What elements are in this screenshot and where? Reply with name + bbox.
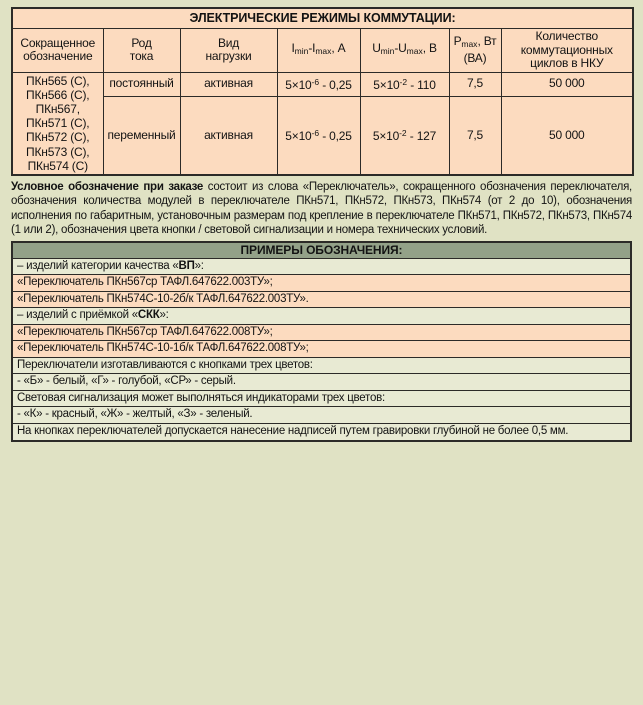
row-text: «Переключатель ПКн567ср ТАФЛ.647622.008ТУ»;	[17, 325, 273, 338]
ac-u-rest: - 127	[406, 129, 437, 143]
header-current-range	[277, 29, 360, 73]
example-row	[13, 424, 630, 441]
example-row	[13, 407, 630, 424]
u-unit: , В	[422, 41, 437, 55]
dc-current-range	[277, 72, 360, 96]
example-row	[13, 391, 630, 408]
dc-u-exponent: -2	[399, 76, 408, 87]
designation-item: ПКн574 (С)	[27, 158, 88, 173]
table-header-row	[12, 29, 633, 73]
header-current-line1: Род	[131, 35, 152, 50]
header-load-line2: нагрузки	[205, 49, 252, 64]
dc-i-rest: - 0,25	[319, 77, 352, 92]
designation-item: ПКн567,	[35, 101, 80, 116]
row-text: «Переключатель ПКн574С-10-2б/к ТАФЛ.647622.003ТУ».	[17, 292, 309, 305]
row-post: »:	[194, 259, 204, 272]
example-row	[13, 341, 630, 358]
designation-item: ПКн571 (С),	[26, 116, 90, 131]
ac-cycles: 50 000	[501, 96, 633, 175]
row-text: Переключатели изготавливаются с кнопками трех цветов:	[17, 358, 313, 371]
row-text: – изделий с приёмкой «	[17, 309, 138, 322]
example-row	[13, 325, 630, 342]
designation-item: ПКн566 (С),	[26, 87, 90, 102]
i-symbol: I	[291, 41, 295, 55]
example-row	[13, 275, 630, 292]
dc-i-mantissa: 5×10	[285, 77, 312, 92]
ac-current-type: переменный	[103, 96, 180, 175]
power-line2: (ВА)	[463, 50, 487, 65]
header-power	[449, 29, 501, 73]
designation-item: ПКн565 (С),	[26, 73, 90, 88]
header-current-type	[103, 29, 180, 73]
power-line1	[452, 35, 499, 52]
row-text: Световая сигнализация может выполняться индикаторами трех цветов:	[17, 391, 385, 404]
row-bold: СКК	[137, 309, 160, 322]
dc-cycles: 50 000	[501, 72, 633, 96]
row-text: На кнопках переключателей допускается нанесение надписей путем гравировки глубиной не более 0,5 мм.	[17, 424, 569, 437]
examples-title-bar: ПРИМЕРЫ ОБОЗНАЧЕНИЯ:	[13, 243, 630, 259]
header-voltage-range	[360, 29, 449, 73]
ac-u-exponent: -2	[399, 128, 407, 138]
table-title-row	[12, 8, 633, 29]
row-text: «Переключатель ПКн567ср ТАФЛ.647622.003ТУ»;	[17, 276, 273, 289]
u-max-subscript: max	[406, 46, 423, 56]
i-min-subscript: min	[294, 46, 309, 56]
ordering-paragraph	[11, 180, 632, 238]
ac-voltage-range	[360, 96, 449, 175]
dc-current-type: постоянный	[103, 72, 180, 96]
row-bold: ВП	[178, 259, 195, 272]
dc-u-mantissa: 5×10	[373, 77, 400, 92]
designation-list-cell	[12, 72, 103, 175]
table-title: ЭЛЕКТРИЧЕСКИЕ РЕЖИМЫ КОММУТАЦИИ:	[12, 8, 633, 29]
u-min-subscript: min	[380, 46, 395, 56]
dc-i-exponent: -6	[311, 76, 320, 87]
u-symbol: U	[372, 41, 381, 55]
examples-table	[11, 241, 632, 443]
ac-current-range	[277, 96, 360, 175]
row-text: – изделий категории качества «	[17, 259, 179, 272]
ac-u-mantissa: 5×10	[372, 129, 400, 143]
table-row-dc	[12, 72, 633, 96]
example-row	[13, 374, 630, 391]
p-symbol: P	[453, 34, 462, 49]
header-designation: Сокращенное обозначение	[12, 29, 103, 73]
ac-i-rest: - 0,25	[319, 129, 352, 143]
row-post: »:	[159, 309, 169, 322]
table-row-ac	[12, 96, 633, 175]
dc-load-type: активная	[180, 72, 277, 96]
row-text: «Переключатель ПКн574С-10-1б/к ТАФЛ.647622.008ТУ»;	[17, 342, 309, 355]
p-max-subscript: max	[461, 39, 478, 50]
header-load-type	[180, 29, 277, 73]
designation-item: ПКн572 (С),	[26, 130, 90, 145]
example-row	[13, 358, 630, 375]
dc-power: 7,5	[449, 72, 501, 96]
i-max-subscript: max	[315, 46, 332, 56]
designation-item: ПКн573 (С),	[26, 144, 90, 159]
header-cycles: Количество коммутационных циклов в НКУ	[501, 29, 633, 73]
i-unit: , А	[331, 41, 346, 55]
ordering-paragraph-lead: Условное обозначение при заказе	[11, 180, 204, 193]
header-current-line2: тока	[129, 49, 154, 64]
example-row	[13, 308, 630, 325]
ordering-paragraph-rest: состоит из слова «Переключатель», сокращенного обозначения переключателя, обозначения количества модулей в переключателе ПКн571, ПКн572, ПКн573, ПКн574 (от 2 до 10), обозначения исполнения по габаритным, установочным размерам под крепление в переключателе ПКн571, ПКн572, ПКн573, ПКн574 (1 или 2), обозначения цвета кнопки / световой сигнализации и номера технических условий.	[11, 180, 632, 237]
ac-i-exponent: -6	[311, 128, 320, 138]
u-symbol-2: -U	[394, 41, 407, 55]
ac-load-type: активная	[180, 96, 277, 175]
ac-i-mantissa: 5×10	[285, 129, 312, 143]
example-row	[13, 292, 630, 309]
switching-modes-table	[11, 7, 634, 176]
ac-power: 7,5	[449, 96, 501, 175]
example-row	[13, 259, 630, 276]
dc-voltage-range	[360, 72, 449, 96]
dc-u-rest: - 110	[407, 77, 436, 92]
header-load-line1: Вид	[217, 35, 240, 50]
row-text: - «Б» - белый, «Г» - голубой, «СР» - серый.	[17, 375, 236, 388]
row-text: - «К» - красный, «Ж» - желтый, «З» - зеленый.	[17, 408, 253, 421]
p-unit: , Вт	[477, 34, 497, 49]
i-symbol-2: -I	[308, 41, 316, 55]
